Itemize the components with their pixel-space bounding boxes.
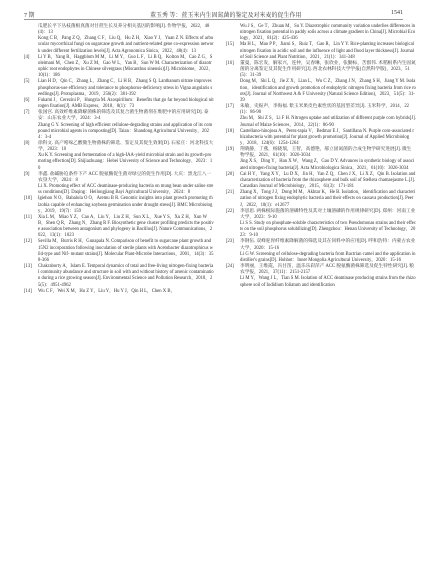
- reference-entry: [226, 129, 416, 147]
- reference-entry-translation: [226, 24, 416, 42]
- reference-number: [9]: [24, 171, 30, 177]
- reference-entry: [24, 239, 214, 264]
- reference-text: Cai H Y，Yang X Y，Lu D X，Jin H，Yan Z Q，Chen J X，Li X Z，Qin B. Isolation and characterization of bacteria from the rhizosphere and bulk soil of Stellera chamaejasme L.[J]. Canadian Journal of Microbiology，2015，61(3)：171-181: [240, 171, 416, 190]
- reference-number: [20]: [226, 171, 234, 177]
- reference-text: Wu J S，Ge T，Zhuan M，Su Y. Diazotrophic community variation underlies differences in nitrogen fixation potential in paddy soils across a climate gradient in China[J]. Microbial Ecology，2021，81(2)：425-436: [240, 24, 416, 42]
- reference-text: 李鑫. 盐碱胁迫条件下产 ACC 脱氨酶促生菌对绿豆的促生作用[D]. 大庆：黑龙江八一农垦大学，2024：8: [38, 171, 212, 183]
- reference-number: [12]: [24, 239, 32, 245]
- reference-text: Li X. Promoting effect of ACC deaminase-producing bacteria on mung bean under saline stress conditions[D]. Daqing：Heilongjiang Bayi Agricultural University，2024：8: [38, 184, 214, 196]
- reference-entry-translation: [226, 159, 416, 171]
- reference-entry-translation: [24, 184, 214, 196]
- reference-text: 徐科文. 高产吲哚乙酸微生物菌株的筛选、鉴定及其促生效果[D]. 石家庄：河北科技大学，2023：10: [38, 140, 214, 153]
- reference-text: Kong C B，Pang Z Q，Zhang C F，Liu Q，Hu Z H，Xiao Y J，Yuan Z N. Effects of arbuscular mycorrhizal fungi on sugarcane growth and nutrient-related gene co-expression network under different fertilization levels[J]. Acta Agronomica Sinica，2022，48(4)：13: [38, 36, 214, 54]
- reference-entry: [24, 172, 214, 184]
- reference-text: Xu K Y. Screening and fermentation of a high-IAA-yield microbial strain and its growth-promoting effection[D]. Shijiazhuang：Hebei University of Science and Technology，2023：10: [38, 153, 213, 171]
- reference-entry-translation: [226, 252, 416, 264]
- reference-entry: [226, 104, 416, 116]
- reference-entry-translation: [226, 276, 416, 288]
- reference-text: Xia L M，Miao Y Z，Cao A，Liu Y，Liu Z H，Sun X L，Xue Y S，Xu Z H，Xun W B，Shen Q R，Zhang N，Zhang R F. Biosynthetic gene cluster profiling predicts the positive association between antagonism and phylogeny in Bacillus[J]. Nature Communications，2022，13(1)：1023: [38, 214, 214, 239]
- reference-text: 李钢伍. 双峰驼胃纤维素降解菌的筛选及其在饲料中的应用[D]. 呼和浩特：内蒙古农业大学，2020：15-16: [240, 239, 416, 251]
- reference-text: Li G W. Screening of cellulose-degrading bacteria from Bactrian camel and the application in distiller's grains[D]. Hohhot：Inner Mongolia Agricultural University，2020：15-16: [240, 251, 416, 263]
- reference-entry-translation: [226, 79, 416, 104]
- reference-number: [14]: [24, 288, 32, 294]
- reference-entry: [226, 264, 416, 276]
- reference-entry-translation: [24, 24, 214, 36]
- reference-number: [11]: [24, 214, 32, 220]
- issue-label: 7 期: [24, 13, 35, 19]
- reference-text: 李思思. 两株根际施菌的溶磷特性及其对土壤溶磷的作用规律研究[D]. 郑州：河南工业大学，2023：9-10: [240, 208, 416, 220]
- reference-entry: [226, 42, 416, 60]
- reference-text: Zhu M，Shi Z S，Li F H. Nitrogen uptake and utilization of different purple corn hybrids[J]. Journal of Maize Sciences，2014，22(1)：86-90: [240, 116, 416, 128]
- reference-entry: [24, 215, 214, 240]
- reference-text: 瓜肥长平下丛枝菌根真菌对甘蔗生长及养分相关基因的影响[J]. 作物学报，2022，48(4)：13: [38, 24, 210, 36]
- reference-text: Li M Y，Wang J L，Tian S M. Isolation of ACC deaminase producing strains from the rhizosphere soil of Iodidium foliatum and identification: [240, 276, 416, 288]
- reference-entry: [226, 147, 416, 159]
- reference-entry: [24, 289, 214, 295]
- reference-entry: [226, 239, 416, 251]
- reference-entry: [226, 172, 416, 190]
- reference-number: [18]: [226, 128, 234, 134]
- reference-entry: [226, 61, 416, 79]
- reference-text: Sevilla M，Burris R H，Gunapala N. Comparison of benefit to sugarcane plant growth and 15N2 incorporation following inoculation of sterile plants with Acetobacter diazotrophicus wild-type and Nif- mutant strains[J]. Molecular Plant-Microbe Interactions，2001，14(3)：358-366: [38, 239, 214, 263]
- reference-entry-translation: [226, 116, 416, 128]
- header-rule: [24, 19, 403, 20]
- reference-number: [7]: [24, 110, 30, 116]
- reference-entry: [226, 190, 416, 208]
- reference-entry-translation: [24, 153, 214, 171]
- reference-text: 张国宫. 高效纤维素降解菌株的筛选及其复合菌生物菌剂在堆肥中的应用研究[D]. 泰安：山东农业大学，2024：3-4: [38, 110, 209, 122]
- reference-text: Li S S. Study on phosphate-soluble characteristics of two Pseudomonas strains and their effects on the soil phosphorus solubilizing[D]. Zhengzhou：Henan University of Technology，2023：9-10: [240, 221, 416, 239]
- running-header: [0, 0, 427, 24]
- reference-number: [8]: [24, 140, 30, 146]
- reference-text: Zhang G Y. Screening of high efficient cellulose-degrading strains and application of its compound microbial agents in composting[D]. Taian：Shandong Agricultural University，2024：3-4: [38, 122, 213, 140]
- reference-number: [22]: [226, 208, 234, 214]
- reference-number: [5]: [24, 79, 30, 85]
- reference-number: [6]: [24, 97, 30, 103]
- reference-entry: [24, 110, 214, 122]
- reference-number: [15]: [226, 42, 234, 48]
- reference-text: Wu C F，Wei X M，Hu Z Y，Liu Y，Hu Y J，Qin H L，Chen X B，: [38, 288, 176, 294]
- reference-number: [17]: [226, 104, 234, 110]
- reference-text: Igiehon N O，Babalola O O，Aremu B R. Genomic insights into plant growth promoting rhizobia capable of enhancing soybean germination under drought stress[J]. BMC Microbiology，2019，19(7)：159: [38, 196, 213, 214]
- reference-number: [21]: [226, 190, 234, 196]
- reference-number: [10]: [24, 196, 32, 202]
- reference-entry: [24, 79, 214, 97]
- reference-text: Fukami J，Cerezini P，Hungria M. Azospirillum：Benefits that go far beyond biological nitrogen fixation[J]. AMB Express，2018，8(1)：73: [38, 97, 214, 110]
- page-number: 1541: [391, 10, 403, 16]
- reference-column-right: [226, 24, 416, 289]
- reference-number: [16]: [226, 60, 234, 66]
- reference-column-left: [24, 24, 214, 295]
- reference-entry: [24, 141, 214, 153]
- reference-text: Dong M，Shi L Q，Jie Z X，Lian L，Wu C Z，Zhang J N，Zhang S H，Jiang Y M. Isolation，identification and growth promotion of endophytic nitrogen fixing bacteria from rice roots[J]. Journal of Northwest A & F University (Natural Science Edition)，2023，51(5)：31-39: [240, 79, 416, 103]
- reference-text: 荆晓静，丁燕，杨晓瑞，王智，高德艳，郝立固氮菌的合成生物学研究进展[J]. 微生物学报，2021，61(10)：3026-3034: [240, 147, 412, 159]
- reference-text: Ma H L，Mao P P，Jiarui S，Ruiz T，Gao R，Lin Y Y. Rice-planting increases biological nitrogen fixation in acidic soil and the influence of light and flood layer thickness[J]. Journal of Soil Science and Plant Nutrition，2021，21(1)：341-348: [240, 42, 415, 60]
- reference-number: [4]: [24, 54, 30, 60]
- reference-text: 朱敏，史振声，李海福. 紫玉米果皮色素性状的基因型差异[J]. 玉米科学，2014，22(1)：86-90: [240, 104, 410, 116]
- reference-text: Li Y B，Yang R，Haggblom M M，Li M Y，Guo L F，Li B Q，Kolton M，Cao Z G，Soleimani M，Chen Z，Xu Z M，Gao W L，Yan B，Sun W M. Characterization of diazotrophic root endophytes in Chinese silvergrass (Miscanthus sinensis)[J]. Microbiome，2022，10(1)：186: [38, 54, 214, 79]
- running-title: 董玉秀 等：蔗玉米内生固氮菌的鉴定及对米麦的促生作用: [150, 13, 302, 19]
- reference-entry: [24, 196, 214, 214]
- reference-entry-translation: [24, 36, 214, 54]
- reference-text: Jing X S，Ding Y，Han X W，Wang Z，Gao D Y. Advances in synthetic biology of associated nitrogen-fixing bacteria[J]. Acta Microbiologica Sinica，2021，61(10)：3026-3034: [240, 159, 415, 171]
- reference-number: [24]: [226, 264, 234, 270]
- reference-entry: [24, 55, 214, 80]
- reference-text: Lian H D，Qin C，Zhang L，Zhang C，Li H B，Zhang S Q. Lanthanum nitrate improves phosphorus-use efficiency and tolerance to phosphorus-deficiency stress in Vigna angularis seedlings[J]. Protoplasma，2019，256(2)：381-392: [38, 79, 213, 97]
- reference-entry-translation: [226, 221, 416, 239]
- reference-text: Castellano-hinojosa A，Perez-tapia V，Bedmar E J，Santillana N. Purple corn-associated rhizobacteria with potential for plant growth promotion[J]. Journal of Applied Microbiology，2018，124(6)：1254-1264: [240, 128, 414, 146]
- reference-text: Zhang X，Tong J J，Dong M M，Akhtar K，He B. Isolation，identification and characterization of nitrogen fixing endophytic bacteria and their effects on cassava production[J]. PeerJ，2022，10(1)：e12677: [240, 190, 416, 208]
- reference-entry: [226, 209, 416, 221]
- reference-entry: [24, 98, 214, 110]
- reference-text: 董曼，陈宏发，解家兴，连仲，吴春琳，张欣业，张勤标，苦群伟. 术稻根系内生固氮菌的分离鉴定及其促生作用研究[J]. 西北农林科技大学学报(自然科学版)，2023，51(5)：31-39: [240, 60, 416, 79]
- reference-entry: [24, 264, 214, 289]
- reference-number: [23]: [226, 239, 234, 245]
- reference-number: [13]: [24, 264, 32, 270]
- reference-number: [19]: [226, 147, 234, 153]
- reference-text: 李明丽，王维霞，冯甘笛，温乐乐彩萍产 ACC 脱氨酶菌株筛选及促生特性研究[J]. 粮农学报，2021，37(11)：2151-2157: [240, 264, 414, 276]
- reference-text: Chakraborty A，Islam E. Temporal dynamics of total and free-living nitrogen-fixing bacterial community abundance and structure in soil with and without history of arsenic contamination during a rice growing season[J]. Environmental Science and Pollution Research，2018，25(5)：4951-4962: [38, 264, 214, 288]
- reference-entry-translation: [24, 123, 214, 141]
